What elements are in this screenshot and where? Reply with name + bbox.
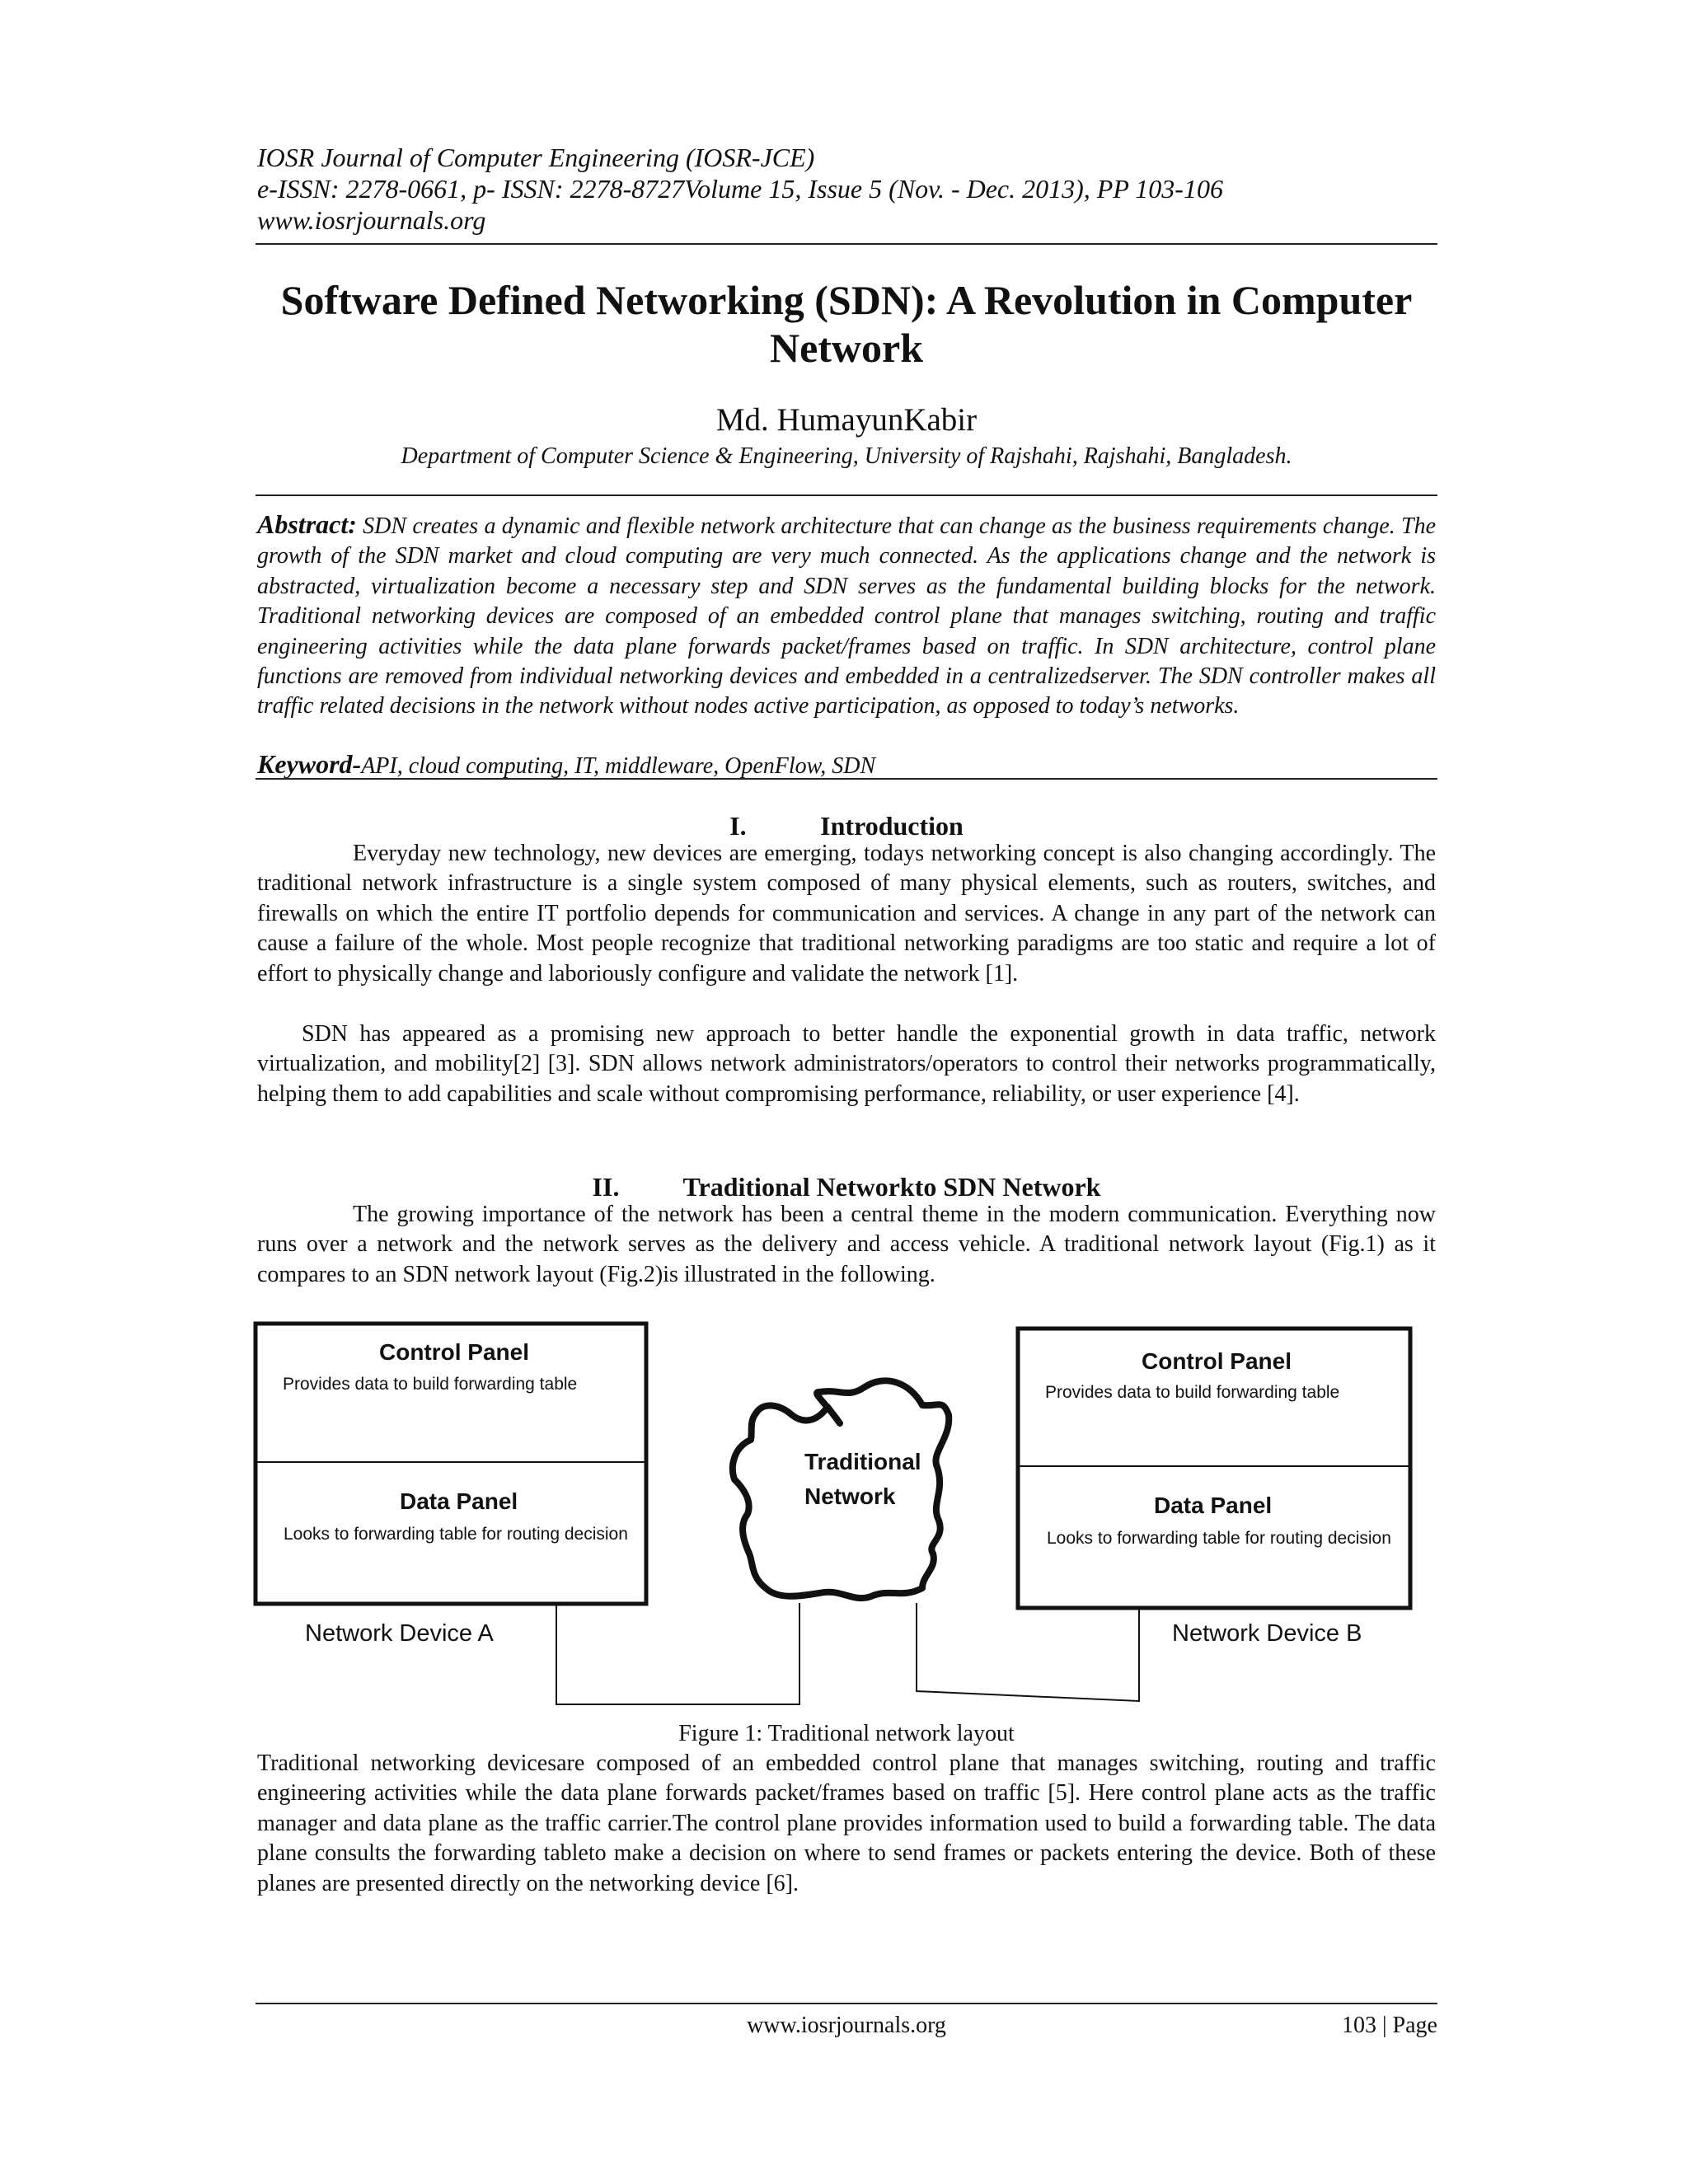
device-a-data-title: Data Panel (400, 1488, 518, 1514)
footer-page-number: 103 | Page (1341, 2013, 1437, 2038)
device-a-control-title: Control Panel (379, 1339, 530, 1365)
device-b-control-title: Control Panel (1142, 1348, 1292, 1374)
device-a-label: Network Device A (305, 1620, 494, 1647)
section-number: II. (592, 1172, 620, 1202)
section2-paragraph-1: The growing importance of the network has been a central theme in the modern communication. Everything now runs over a network and the network serves as the delivery and access vehicle. A traditional network layout (Fig.1) as it compares to an SDN network layout (Fig.2)is illustrated in the following. (257, 1202, 1436, 1287)
device-b-data-title: Data Panel (1154, 1493, 1273, 1518)
keywords-line (257, 749, 1436, 781)
header-rule (256, 243, 1437, 245)
paper-author: Md. HumayunKabir (715, 402, 978, 438)
paper-title (256, 276, 1437, 372)
device-a-connector (556, 1603, 799, 1704)
figure-caption: Figure 1: Traditional network layout (678, 1721, 1015, 1746)
section-number: I. (729, 811, 747, 841)
abstract-bottom-rule (256, 778, 1437, 780)
journal-header (257, 142, 1436, 236)
abstract-top-rule (256, 494, 1437, 496)
journal-website[interactable]: www.iosrjournals.org (257, 205, 486, 235)
journal-name: IOSR Journal of Computer Engineering (IOSR-JCE) (257, 143, 815, 172)
section-heading-traditional-to-sdn (257, 1171, 1436, 1202)
cloud-label-line2: Network (804, 1483, 896, 1509)
abstract-text: SDN creates a dynamic and flexible network architecture that can change as the business requirements change. The growth of the SDN market and cloud computing are very much connected. As the applications change and the network is abstracted, virtualization become a necessary step and SDN serves as the fundamental building blocks for the network. Traditional networking devices are composed of an embedded control plane that manages switching, routing and traffic engineering activities while the data plane forwards packet/frames based on traffic. In SDN architecture, control plane functions are removed from individual networking devices and embedded in a centralizedserver. The SDN controller makes all traffic related decisions in the network without nodes active participation, as opposed to today’s networks. (257, 513, 1436, 719)
keywords-text: API, cloud computing, IT, middleware, OpenFlow, SDN (361, 753, 876, 779)
journal-issn: e-ISSN: 2278-0661, p- ISSN: 2278-8727Volume 15, Issue 5 (Nov. - Dec. 2013), PP 103-106 (257, 174, 1223, 204)
paper-affiliation: Department of Computer Science & Engineering, University of Rajshahi, Rajshahi, Bangladesh. (401, 443, 1292, 469)
abstract-colon: : (348, 509, 357, 539)
section-title: Traditional Networkto SDN Network (682, 1172, 1101, 1202)
section-heading-introduction (257, 810, 1436, 841)
figure-traditional-network (247, 1319, 1451, 1747)
abstract-label: Abstract (257, 509, 349, 539)
device-b-control-desc: Provides data to build forwarding table (1045, 1383, 1340, 1402)
device-b-label: Network Device B (1172, 1620, 1362, 1647)
device-a-control-desc: Provides data to build forwarding table (283, 1375, 578, 1394)
abstract-block (257, 509, 1436, 722)
device-b-data-desc: Looks to forwarding table for routing decision (1047, 1529, 1391, 1548)
intro-paragraph-1: Everyday new technology, new devices are emerging, todays networking concept is also changing accordingly. The traditional network infrastructure is a single system composed of many physical elements, such as routers, switches, and firewalls on which the entire IT portfolio depends for communication and services. A change in any part of the network can cause a failure of the whole. Most people recognize that traditional networking paradigms are too static and require a lot of effort to physically change and laboriously configure and validate the network [1]. (257, 841, 1436, 987)
paper-title-line2: Network (769, 325, 924, 371)
footer-website[interactable]: www.iosrjournals.org (747, 2013, 946, 2038)
paper-title-line1: Software Defined Networking (SDN): A Revolution in Computer (280, 277, 1413, 323)
section-title: Introduction (820, 811, 964, 841)
device-a-box (256, 1324, 646, 1604)
device-b-connector (917, 1603, 1139, 1701)
intro-paragraph-2: SDN has appeared as a promising new approach to better handle the exponential growth in data traffic, network virtualization, and mobility[2] [3]. SDN allows network administrators/operators to control their networks programmatically, helping them to add capabilities and scale without compromising performance, reliability, or user experience [4]. (257, 1021, 1436, 1107)
post-figure-paragraph: Traditional networking devicesare composed of an embedded control plane that manages switching, routing and traffic engineering activities while the data plane forwards packet/frames based on traffic [5]. Here control plane acts as the traffic manager and data plane as the traffic carrier.The control plane provides information used to build a forwarding table. The data plane consults the forwarding tableto make a decision on where to send frames or packets entering the device. Both of these planes are presented directly on the networking device [6]. (257, 1750, 1436, 1896)
footer-rule (256, 2003, 1437, 2004)
cloud-label-line1: Traditional (804, 1449, 921, 1474)
device-a-data-desc: Looks to forwarding table for routing decision (284, 1525, 628, 1544)
keywords-label: Keyword- (257, 749, 362, 779)
